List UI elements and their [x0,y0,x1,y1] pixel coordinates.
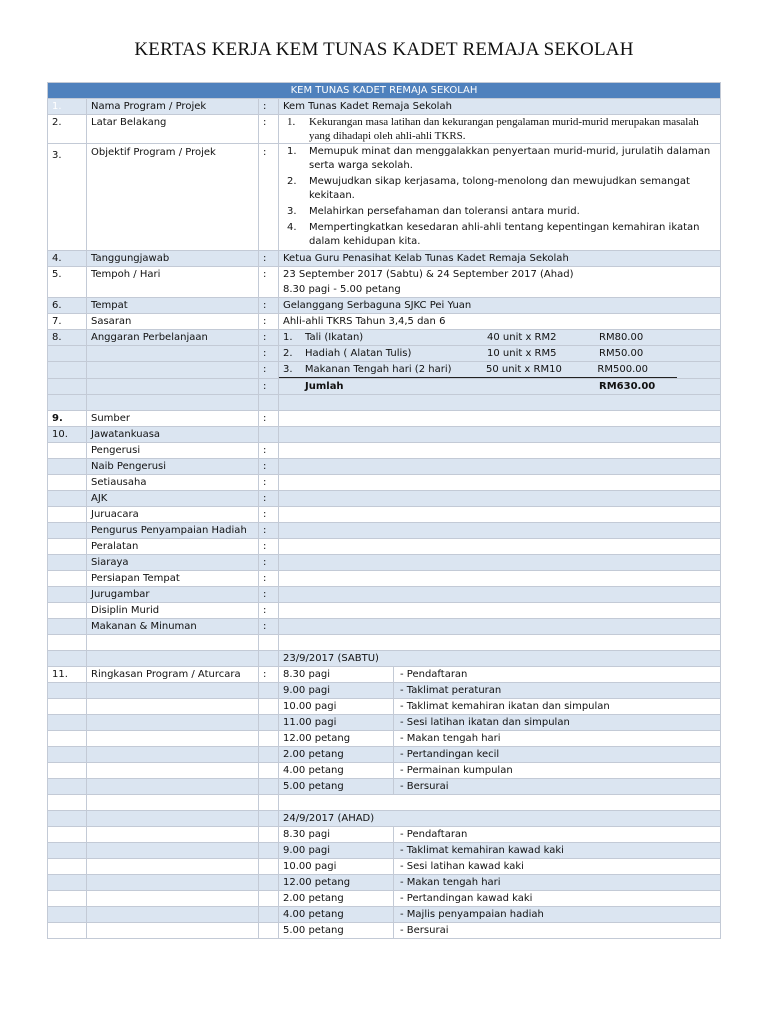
row-colon: : [259,115,279,144]
budget-line: 2. Hadiah ( Alatan Tulis) 10 unit x RM5 RM50.00 [283,348,644,359]
row-label: Latar Belakang [87,115,259,144]
row-number: 6. [48,298,87,314]
committee-role: Siaraya [87,555,259,571]
committee-row: Pengerusi : [48,443,721,459]
committee-row: Makanan & Minuman : [48,619,721,635]
committee-role: Pengerusi [87,443,259,459]
schedule-row [48,923,721,939]
row-colon: : [259,99,279,115]
schedule-row [48,731,721,747]
row-label: Objektif Program / Projek [87,144,259,251]
table-row [48,811,721,827]
committee-role: AJK [87,491,259,507]
committee-row: Pengurus Penyampaian Hadiah : [48,523,721,539]
schedule-time: 8.30 pagi [279,667,394,682]
document-title: KERTAS KERJA KEM TUNAS KADET REMAJA SEKOLAH [134,39,634,60]
program-table [47,82,721,939]
schedule-time: 10.00 pagi [279,859,394,874]
schedule-time: 10.00 pagi [279,699,394,714]
committee-role: Jurugambar [87,587,259,603]
schedule-time: 2.00 petang [279,891,394,906]
row-number: 10. [48,427,87,443]
schedule-time: 5.00 petang [279,779,394,794]
schedule-row [48,779,721,795]
schedule-time: 9.00 pagi [279,683,394,698]
committee-role: Persiapan Tempat [87,571,259,587]
row-label: Jawatankuasa [87,427,259,443]
schedule-row [48,747,721,763]
schedule-row [48,859,721,875]
row-value: Ketua Guru Penasihat Kelab Tunas Kadet Remaja Sekolah [279,251,721,267]
committee-row: Naib Pengerusi : [48,459,721,475]
table-row [48,795,721,811]
schedule-activity: - Pendaftaran [400,829,468,840]
schedule-time: 5.00 petang [279,923,394,938]
table-row [48,395,721,411]
table-row [48,298,721,314]
row-number: 11. [48,667,87,683]
table-row [48,115,721,144]
row-colon: : [259,379,279,395]
committee-row: Jurugambar : [48,587,721,603]
row-label: Sasaran [87,314,259,330]
row-colon: : [259,267,279,298]
row-colon: : [259,330,279,346]
committee-role: Juruacara [87,507,259,523]
row-number: 5. [48,267,87,298]
schedule-activity: - Bersurai [400,925,449,936]
table-row [48,346,721,362]
schedule-date: 23/9/2017 (SABTU) [279,651,721,667]
table-row [48,251,721,267]
schedule-row [48,667,721,683]
row-colon: : [259,667,279,683]
schedule-time: 8.30 pagi [279,827,394,842]
schedule-row [48,843,721,859]
committee-role: Pengurus Penyampaian Hadiah [87,523,259,539]
schedule-day-2 [48,827,721,939]
schedule-activity: - Bersurai [400,781,449,792]
committee-row: Setiausaha : [48,475,721,491]
list-item: 3. Melahirkan persefahaman dan toleransi antara murid. [287,206,580,217]
row-colon: : [259,346,279,362]
background-list [283,115,716,143]
schedule-row [48,715,721,731]
table-row [48,635,721,651]
schedule-activity: - Taklimat peraturan [400,685,502,696]
row-label: Ringkasan Program / Aturcara [87,667,259,683]
schedule-row [48,875,721,891]
row-value: 23 September 2017 (Sabtu) & 24 September 2017 (Ahad) [283,269,574,280]
list-item: 1. Kekurangan masa latihan dan kekurangan pengalaman murid-murid merupakan masalah yang dihadapi oleh ahli-ahli TKRS. [287,116,699,142]
table-row [48,144,721,251]
budget-total: Jumlah RM630.00 [305,381,656,392]
schedule-time: 4.00 petang [279,763,394,778]
objectives-list [283,145,716,249]
schedule-activity: - Sesi latihan kawad kaki [400,861,524,872]
committee-role: Peralatan [87,539,259,555]
row-value-time: 8.30 pagi - 5.00 petang [283,284,401,295]
row-colon: : [259,411,279,427]
table-header: KEM TUNAS KADET REMAJA SEKOLAH [48,83,721,99]
committee-row: Peralatan : [48,539,721,555]
schedule-activity: - Permainan kumpulan [400,765,513,776]
committee-row: Disiplin Murid : [48,603,721,619]
budget-line: 1. Tali (Ikatan) 40 unit x RM2 RM80.00 [283,332,644,343]
schedule-row [48,763,721,779]
row-number: 1. [48,99,87,115]
row-label: Tempat [87,298,259,314]
row-label: Nama Program / Projek [87,99,259,115]
row-number: 4. [48,251,87,267]
committee-role: Naib Pengerusi [87,459,259,475]
schedule-row [48,891,721,907]
row-colon: : [259,362,279,379]
table-row [48,330,721,346]
schedule-activity: - Pertandingan kawad kaki [400,893,533,904]
row-value: Ahli-ahli TKRS Tahun 3,4,5 dan 6 [279,314,721,330]
committee-row: Persiapan Tempat : [48,571,721,587]
row-value: Gelanggang Serbaguna SJKC Pei Yuan [279,298,721,314]
schedule-time: 2.00 petang [279,747,394,762]
schedule-time: 9.00 pagi [279,843,394,858]
schedule-time: 12.00 petang [279,875,394,890]
committee-row: Juruacara : [48,507,721,523]
table-row [48,314,721,330]
table-row [48,379,721,395]
schedule-activity: - Pendaftaran [400,669,468,680]
schedule-row [48,827,721,843]
row-colon: : [259,298,279,314]
schedule-row [48,683,721,699]
schedule-date: 24/9/2017 (AHAD) [279,811,721,827]
row-label: Sumber [87,411,259,427]
list-item: 4. Mempertingkatkan kesedaran ahli-ahli tentang kepentingan kemahiran ikatan dalam kehidupan kita. [287,222,700,247]
schedule-activity: - Makan tengah hari [400,733,501,744]
schedule-activity: - Makan tengah hari [400,877,501,888]
table-row [48,427,721,443]
schedule-time: 11.00 pagi [279,715,394,730]
row-label: Tempoh / Hari [87,267,259,298]
schedule-activity: - Pertandingan kecil [400,749,500,760]
schedule-time: 12.00 petang [279,731,394,746]
row-colon: : [259,314,279,330]
committee-row: AJK : [48,491,721,507]
schedule-time: 4.00 petang [279,907,394,922]
row-number: 3. [48,144,87,251]
row-number: 7. [48,314,87,330]
row-colon: : [259,144,279,251]
committee-row: Siaraya : [48,555,721,571]
schedule-row [48,699,721,715]
table-row [48,362,721,379]
committee-role: Setiausaha [87,475,259,491]
row-value: Kem Tunas Kadet Remaja Sekolah [279,99,721,115]
row-label: Anggaran Perbelanjaan [87,330,259,346]
schedule-row [48,907,721,923]
row-colon: : [259,251,279,267]
row-number: 9. [48,411,87,427]
table-row [48,651,721,667]
committee-role: Makanan & Minuman [87,619,259,635]
table-row [48,267,721,298]
schedule-activity: - Taklimat kemahiran kawad kaki [400,845,564,856]
table-row [48,411,721,427]
schedule-day-1 [48,667,721,795]
schedule-activity: - Majlis penyampaian hadiah [400,909,544,920]
schedule-activity: - Taklimat kemahiran ikatan dan simpulan [400,701,610,712]
row-label: Tanggungjawab [87,251,259,267]
schedule-activity: - Sesi latihan ikatan dan simpulan [400,717,570,728]
row-number: 8. [48,330,87,346]
table-row [48,99,721,115]
list-item: 1. Memupuk minat dan menggalakkan penyertaan murid-murid, jurulatih dalaman serta warga sekolah. [287,146,711,171]
row-number: 2. [48,115,87,144]
committee-role: Disiplin Murid [87,603,259,619]
budget-line: 3. Makanan Tengah hari (2 hari) 50 unit x RM10 RM500.00 [279,362,677,378]
list-item: 2. Mewujudkan sikap kerjasama, tolong-menolong dan mewujudkan semangat kekitaan. [287,176,690,201]
